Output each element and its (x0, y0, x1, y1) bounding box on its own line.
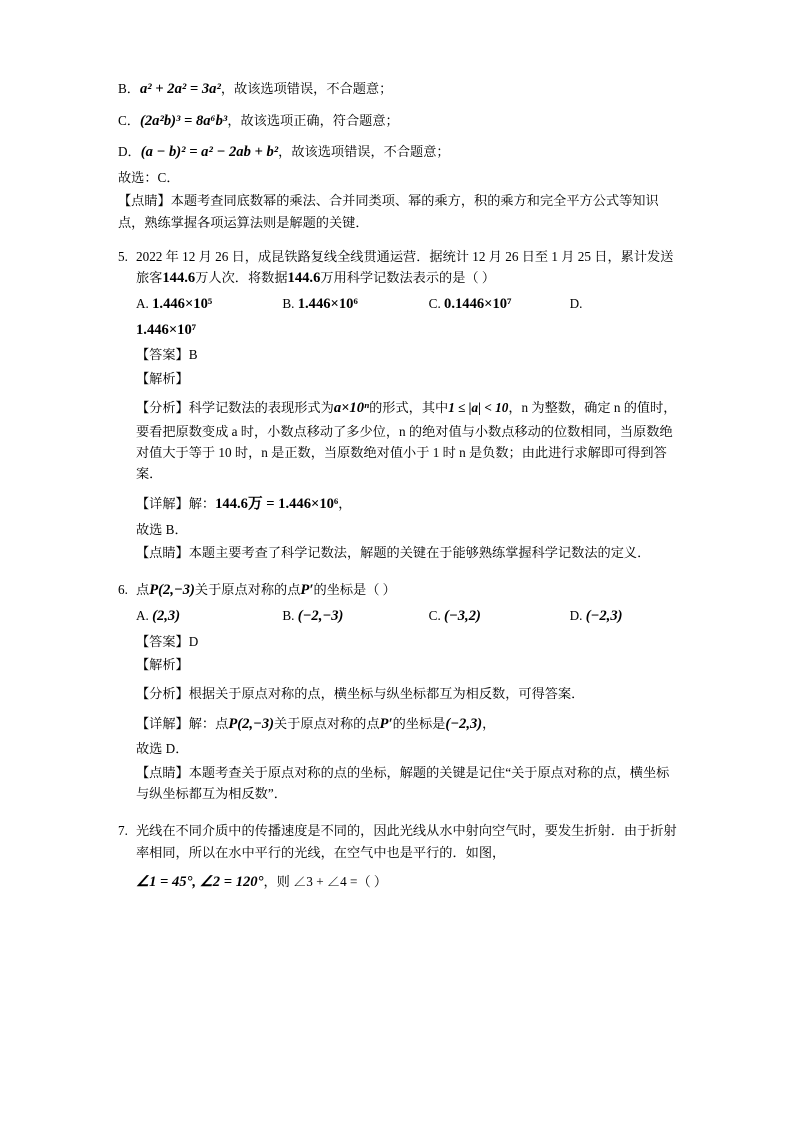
q5-option-d-label: D. (569, 296, 583, 312)
q6-option-c-math: (−3,2) (444, 607, 481, 624)
q6-option-a-label: A. (136, 607, 149, 623)
q6-option-d-math: (−2,3) (585, 607, 623, 624)
answer-tag: 【答案】 (136, 633, 189, 649)
q5-xiangjie-text: 解： (188, 495, 216, 511)
q6-number: 6. (118, 582, 128, 598)
q6-xiangjie-end: ， (482, 715, 496, 731)
spacer (118, 235, 678, 246)
q4-choose-line: 故选：C． (118, 169, 180, 185)
spacer (118, 568, 678, 579)
q4-option-d-math: (a − b)² = a² − 2ab + b² (140, 144, 279, 161)
xiangjie-tag: 【详解】 (136, 715, 189, 731)
q5-fenxi-text-3: ，n 为整数，确定 n 的值时，要看把原数变成 a 时，小数点移动了多少位，n 的绝对值与小数点移动的位数相同，当原数绝对值大于等于 10 时，n 是正数，当原数绝对值小于 1 时 n 是负数；由此进行求解即可得到答案． (136, 400, 677, 482)
q5-fenxi-text-2: 的形式，其中 (369, 400, 449, 416)
document-content (118, 78, 678, 897)
q5-fenxi-text-1: 科学记数法的表现形式为 (188, 400, 334, 416)
q5-body (136, 246, 678, 565)
q5-stem-part3: 万用科学记数法表示的是（ ） (320, 270, 496, 286)
q6-stem-part2: 关于原点对称的点 (194, 582, 301, 598)
q6-xiangjie-text-3: 的坐标是 (392, 715, 446, 731)
q6-option-d[interactable] (570, 605, 678, 629)
q5-option-a-label: A. (136, 296, 149, 312)
q5-fenxi-math-1: a×10ⁿ (333, 400, 370, 417)
q6-option-c[interactable] (429, 605, 570, 629)
q7-number: 7. (118, 823, 128, 839)
q6-option-d-label: D. (569, 607, 583, 623)
q5-stem (136, 246, 678, 291)
q5-options-row (136, 293, 678, 317)
q4-insight-text: 本题考查同底数幂的乘法、合并同类项、幂的乘方，积的乘方和完全平方公式等知识点，熟练掌握各项运算法则是解题的关键． (118, 193, 659, 230)
fenxi-tag: 【分析】 (136, 400, 189, 416)
q6-option-c-label: C. (428, 607, 441, 623)
q6-stem-part3: 的坐标是（ ） (313, 582, 396, 598)
q5-option-a-math: 1.446×10⁵ (152, 296, 213, 313)
q5-option-c-math: 0.1446×10⁷ (444, 296, 512, 313)
q6-option-a-math: (2,3) (152, 607, 181, 624)
q6-insight (136, 762, 678, 805)
q6-xiangjie-text-1: 解：点 (188, 715, 229, 731)
q6-option-b-math: (−2,−3) (297, 607, 344, 624)
q6-answer-row (136, 631, 678, 652)
q5-option-b-math: 1.446×10⁶ (297, 296, 358, 313)
question-5 (118, 246, 678, 565)
insight-tag: 【点睛】 (118, 193, 171, 209)
q5-answer: B (188, 347, 198, 363)
q7-body (136, 820, 678, 896)
insight-tag: 【点睛】 (136, 764, 189, 780)
q6-stem (136, 579, 678, 603)
q5-option-d-math: 1.446×10⁷ (136, 321, 197, 338)
q6-fenxi-text: 根据关于原点对称的点，横坐标与纵坐标都互为相反数，可得答案． (188, 686, 585, 702)
q4-option-c-math: (2a²b)³ = 8a⁶b³ (139, 112, 228, 129)
q5-xiangjie-end: ， (338, 495, 352, 511)
q5-answer-row (136, 344, 678, 365)
q5-fenxi-math-2: 1 ≤ |a| < 10 (448, 400, 509, 416)
q5-xiangjie-math: 144.6万 = 1.446×10⁶ (215, 495, 339, 512)
q4-option-b-text: ，故该选项错误，不合题意； (220, 81, 393, 96)
q4-option-c-text: ，故该选项正确，符合题意； (227, 112, 399, 128)
q6-body (136, 579, 678, 806)
q5-analysis-tag: 【解析】 (136, 370, 189, 386)
q6-choose: 故选 D． (136, 741, 189, 757)
fenxi-tag: 【分析】 (136, 686, 189, 702)
q4-option-b-math: a² + 2a² = 3a² (139, 81, 221, 97)
q5-option-b[interactable] (282, 293, 428, 317)
q6-stem-math2: P′ (300, 582, 314, 599)
q5-option-c-label: C. (428, 296, 441, 312)
question-6 (118, 579, 678, 806)
q6-answer: D (188, 633, 199, 649)
q5-option-d-math-row (136, 319, 678, 343)
q4-option-c-row (118, 110, 678, 134)
q4-option-b-label: B． (118, 81, 140, 96)
q5-stem-math2: 144.6 (287, 270, 321, 287)
q7-math-1: ∠1 = 45°, ∠2 = 120° (136, 874, 264, 891)
q7-math-2: ，则 ∠3 + ∠4 =（ ） (263, 874, 388, 890)
q4-insight-line (118, 190, 678, 233)
spacer (118, 809, 678, 820)
q5-option-d[interactable] (570, 293, 678, 317)
q5-stem-part2: 万人次．将数据 (195, 270, 288, 286)
q6-xiangjie (136, 713, 678, 737)
q5-stem-math1: 144.6 (162, 270, 196, 287)
q6-xiangjie-math-1: P(2,−3) (228, 715, 275, 732)
q4-option-d-text: ，故该选项错误，不合题意； (278, 144, 450, 160)
q6-stem-part1: 点 (136, 582, 150, 598)
xiangjie-tag: 【详解】 (136, 495, 189, 511)
q5-option-c[interactable] (429, 293, 570, 317)
q6-analysis-tag: 【解析】 (136, 656, 189, 672)
q5-number: 5. (118, 249, 128, 265)
question-7 (118, 820, 678, 896)
q4-option-c-label: C． (118, 112, 140, 128)
q6-xiangjie-text-2: 关于原点对称的点 (274, 715, 380, 731)
insight-tag: 【点睛】 (136, 544, 189, 560)
q5-option-b-label: B. (282, 296, 295, 312)
q6-options-row (136, 605, 678, 629)
q5-fenxi (136, 397, 678, 485)
q5-insight-text: 本题主要考查了科学记数法，解题的关键在于能够熟练掌握科学记数法的定义． (188, 544, 651, 560)
q6-stem-math1: P(2,−3) (149, 582, 195, 599)
q7-math-line (136, 871, 678, 895)
q5-option-a[interactable] (136, 293, 282, 317)
q6-option-b-label: B. (282, 607, 295, 623)
q6-option-b[interactable] (282, 605, 428, 629)
q6-xiangjie-math-3: (−2,3) (445, 715, 483, 732)
q6-fenxi (136, 683, 678, 704)
q7-stem: 光线在不同介质中的传播速度是不同的，因此光线从水中射向空气时，要发生折射．由于折射率相同，所以在水中平行的光线，在空气中也是平行的．如图， (136, 823, 677, 860)
q5-insight (136, 542, 678, 563)
answer-tag: 【答案】 (136, 347, 189, 363)
q4-option-d-row (118, 141, 678, 165)
q5-xiangjie (136, 493, 678, 517)
q4-option-b-row (118, 78, 678, 102)
q6-xiangjie-math-2: P′ (379, 715, 393, 732)
q5-stem-part1: 2022 年 12 月 26 日，成昆铁路复线全线贯通运营．据统计 12 月 26 日至 1 月 25 日，累计发送旅客 (136, 249, 674, 286)
q6-insight-text: 本题考查关于原点对称的点的坐标，解题的关键是记住“关于原点对称的点，横坐标与纵坐标都互为相反数”． (136, 764, 670, 802)
q6-option-a[interactable] (136, 605, 282, 629)
q4-option-d-label: D． (118, 144, 141, 160)
q5-choose: 故选 B． (136, 521, 188, 537)
